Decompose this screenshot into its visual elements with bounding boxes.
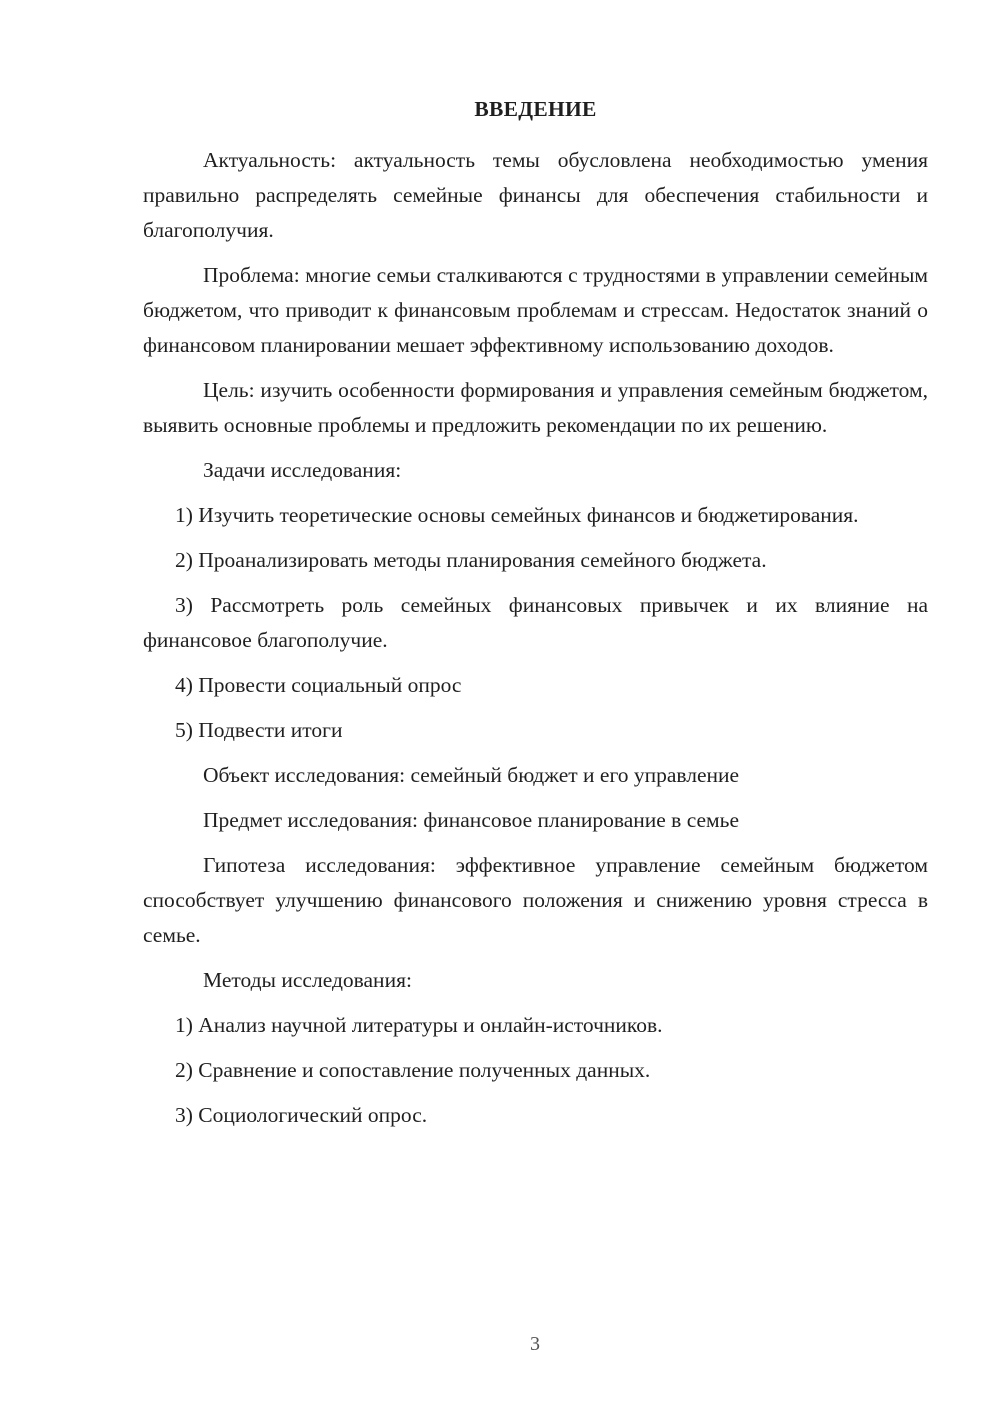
page-number: 3 (530, 1333, 540, 1355)
paragraph-object: Объект исследования: семейный бюджет и его управление (203, 763, 740, 787)
task-item-1: 1) Изучить теоретические основы семейных финансов и бюджетирования. (175, 503, 859, 527)
task-item-4: 4) Провести социальный опрос (175, 673, 462, 697)
task-item-5: 5) Подвести итоги (175, 718, 343, 742)
method-item-1: 1) Анализ научной литературы и онлайн-источников. (175, 1013, 663, 1037)
document-body (143, 92, 928, 1143)
tasks-title: Задачи исследования: (203, 458, 402, 482)
methods-title: Методы исследования: (203, 968, 412, 992)
paragraph-subject: Предмет исследования: финансовое планирование в семье (203, 808, 739, 832)
section-heading: ВВЕДЕНИЕ (474, 97, 597, 121)
task-item-2: 2) Проанализировать методы планирования семейного бюджета. (175, 548, 767, 572)
paragraph-hypothesis: Гипотеза исследования: эффективное управление семейным бюджетом способствует улучшению финансового положения и снижению уровня стресса в семье. (143, 853, 928, 947)
paragraph-relevance: Актуальность: актуальность темы обусловлена необходимостью умения правильно распределять семейные финансы для обеспечения стабильности и благополучия. (143, 148, 928, 242)
method-item-3: 3) Социологический опрос. (175, 1103, 428, 1127)
paragraph-problem: Проблема: многие семьи сталкиваются с трудностями в управлении семейным бюджетом, что приводит к финансовым проблемам и стрессам. Недостаток знаний о финансовом планировании мешает эффективному использованию доходов. (143, 263, 928, 357)
method-item-2: 2) Сравнение и сопоставление полученных данных. (175, 1058, 651, 1082)
paragraph-goal: Цель: изучить особенности формирования и управления семейным бюджетом, выявить основные проблемы и предложить рекомендации по их решению. (143, 378, 928, 437)
task-item-3: 3) Рассмотреть роль семейных финансовых привычек и их влияние на финансовое благополучие. (143, 593, 928, 652)
